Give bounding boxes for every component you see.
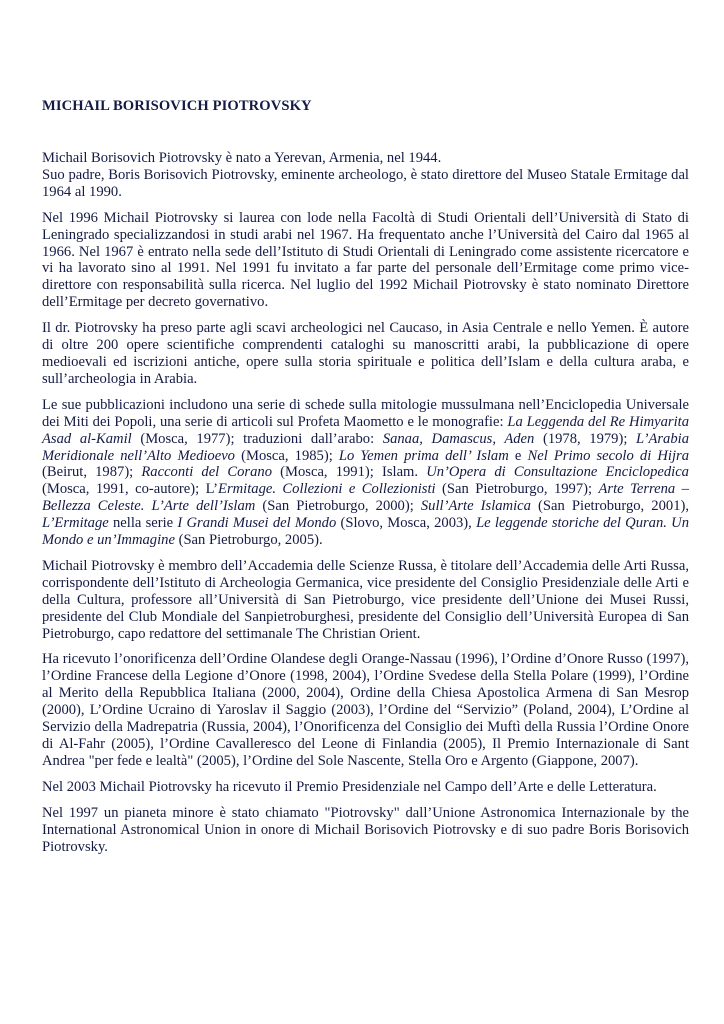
publication-title: L’Ermitage [42, 515, 109, 532]
publication-title: Ermitage. Collezioni e Collezionisti [218, 481, 436, 498]
paragraph-publications [42, 397, 689, 549]
publication-title: La Leggenda del Re Himyarita Asad al-Kamil [42, 413, 689, 447]
publications-text: (Mosca, 1985); [234, 447, 339, 464]
paragraph-research: Il dr. Piotrovsky ha preso parte agli scavi archeologici nel Caucaso, in Asia Centrale e nello Yemen. È autore di oltre 200 opere scientifiche comprendenti cataloghi su manoscritti arabi, la pubblicazione di opere medioevali ed iscrizioni antiche, opere sulla storia spirituale e politica dell’Islam e della cultura araba, e sull’archeologia in Arabia. [42, 320, 689, 387]
paragraph-presidential-prize: Nel 2003 Michail Piotrovsky ha ricevuto il Premio Presidenziale nel Campo dell’Arte e delle Letteratura. [42, 778, 657, 795]
publications-text: (1978, 1979); [534, 430, 637, 447]
publication-title: Sull’Arte Islamica [420, 498, 531, 515]
paragraph-minor-planet: Nel 1997 un pianeta minore è stato chiamato "Piotrovsky" dall’Unione Astronomica Internazionale by the International Astronomical Union in onore di Michail Borisovich Piotrovsky e di suo padre Boris Borisovich Piotrovsky. [42, 804, 689, 855]
paragraph-father: Suo padre, Boris Borisovich Piotrovsky, eminente archeologo, è stato direttore del Museo Statale Ermitage dal 1964 al 1990. [42, 166, 689, 200]
paragraph-birth-text: Michail Borisovich Piotrovsky è nato a Yerevan, Armenia, nel 1944. [42, 150, 442, 166]
publication-title: Lo Yemen prima dell’ Islam [338, 447, 509, 464]
publications-text: (Mosca, 1977); traduzioni dall’arabo: [131, 430, 383, 447]
publication-title: Le leggende storiche del Quran. Un Mondo e un’Immagine [42, 515, 689, 549]
publications-text: (Mosca, 1991, co-autore); L’ [42, 481, 219, 498]
publications-text: (Beirut, 1987); [42, 464, 142, 481]
paragraph-honors: Ha ricevuto l’onorificenza dell’Ordine Olandese degli Orange-Nassau (1996), l’Ordine d’Onore Russo (1997), l’Ordine Francese della Legione d’Onore (1998, 2004), l’Ordine Svedese della Stella Polare (1999), l’Ordine al Merito della Repubblica Italiana (2000, 2004), Ordine della Chiesa Apostolica Armena di San Mesrop (2000), L’Ordine Ucraino di Yaroslav il Saggio (2003), l’Ordine del “Servizio” (Poland, 2004), L’Ordine al Servizio della Madrepatria (Russia, 2004), l’Onorificenza del Consiglio dei Muftì della Russia l’Ordine Onore di Al-Fahr (2005), l’Ordine Cavalleresco del Leone di Finlandia (2005), Il Premio Internazionale di Sant Andrea "per fede e lealtà" (2005), l’Ordine del Sole Nascente, Stella Oro e Argento (Giappone, 2007). [42, 651, 689, 769]
publications-text: (Slovo, Mosca, 2003), [336, 515, 477, 532]
publications-text: (San Pietroburgo, 2000); [255, 498, 421, 515]
publication-title: Nel Primo secolo di Hijra [527, 447, 689, 464]
document-page [42, 97, 689, 864]
publications-text: (Mosca, 1991); Islam. [272, 464, 427, 481]
publications-text: e [508, 447, 528, 464]
publication-title: I Grandi Musei del Mondo [177, 515, 337, 532]
publication-title: L’Arabia Meridionale nell’Alto Medioevo [42, 430, 690, 464]
publications-text: nella serie [108, 515, 178, 532]
publication-title: Racconti del Corano [141, 464, 272, 481]
publication-title: Un’Opera di Consultazione Enciclopedica [426, 464, 689, 481]
paragraph-memberships: Michail Piotrovsky è membro dell’Accademia delle Scienze Russa, è titolare dell’Accademia delle Arti Russa, corrispondente dell’Istituto di Archeologia Germanica, vice presidente del Consiglio Presidenziale delle Arti e della Cultura, professore all’Università di San Pietroburgo, vice presidente dell’Unione dei Musei Russi, presidente del Club Mondiale del Sanpietroburghesi, presidente del Consiglio dell’Università Europea di San Pietroburgo, capo redattore del settimanale The Christian Orient. [42, 557, 689, 642]
publications-text: Le sue pubblicazioni includono una serie di schede sulla mitologie mussulmana nell’Enciclopedia Universale dei Miti dei Popoli, una serie di articoli sul Profeta Maometto e le monografie: [42, 396, 689, 430]
publications-text: (San Pietroburgo, 1997); [435, 481, 599, 498]
paragraph-birth [42, 150, 689, 167]
document-title: MICHAIL BORISOVICH PIOTROVSKY [42, 98, 312, 114]
publications-text: (San Pietroburgo, 2005). [174, 532, 323, 549]
publications-text: (San Pietroburgo, 2001), [530, 498, 689, 515]
publication-title: Arte Terrena – Bellezza Celeste. L’Arte dell’Islam [42, 481, 689, 515]
paragraph-education: Nel 1996 Michail Piotrovsky si laurea con lode nella Facoltà di Studi Orientali dell’Università di Stato di Leningrado specializzandosi in studi arabi nel 1967. Ha frequentato anche l’Università del Cairo dal 1965 al 1966. Nel 1967 è entrato nella sede dell’Istituto di Studi Orientali di Leningrado come assistente ricercatore e vi ha lavorato sino al 1991. Nel 1991 fu invitato a far parte del personale dell’Ermitage come primo vice-direttore con responsabilità sulla ricerca. Nel luglio del 1992 Michail Piotrovsky è stato nominato Direttore dell’Ermitage per decreto governativo. [42, 209, 689, 311]
publication-title: Sanaa, Damascus, Aden [382, 430, 535, 447]
